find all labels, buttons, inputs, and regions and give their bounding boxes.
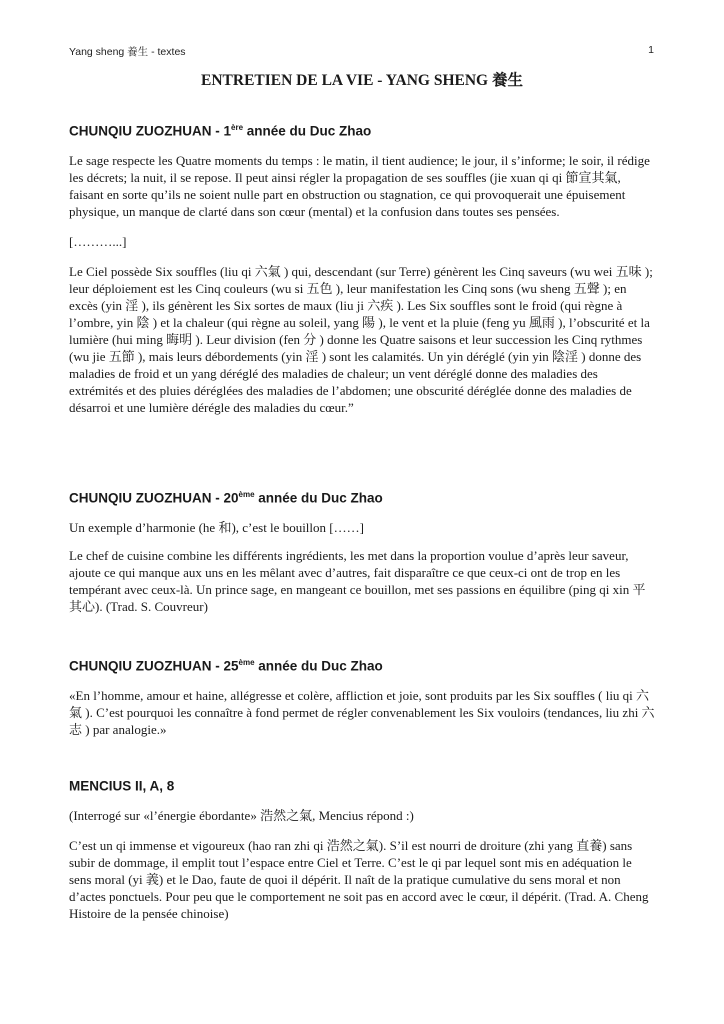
page-number: 1 xyxy=(648,44,654,56)
ellipsis-paragraph: [………...] xyxy=(69,233,127,249)
section-heading: CHUNQIU ZUOZHUAN - 25ème année du Duc Zhao xyxy=(69,658,383,674)
section-heading: CHUNQIU ZUOZHUAN - 1ère année du Duc Zhao xyxy=(69,123,372,139)
section-heading: CHUNQIU ZUOZHUAN - 20ème année du Duc Zhao xyxy=(69,490,383,506)
paragraph: «En l’homme, amour et haine, allégresse et colère, affliction et joie, sont produits par les Six souffles ( liu qi 六氣 ). C’est pourquoi les connaître à fond permet de régler convenablement les Six vouloirs (tendances, liu zhi 六志 ) par analogie.» xyxy=(69,687,655,737)
paragraph: Le chef de cuisine combine les différents ingrédients, les met dans la proportion voulue d’après leur saveur, ajoute ce qui manque aux uns en les mêlant avec d’autres, fait disparaître ce que ceux-ci ont de trop en les tempérant avec ceux-là. Un prince sage, en mangeant ce bouillon, met ses passions en équilibre (ping qi xin 平其心). (Trad. S. Couvreur) xyxy=(69,547,646,614)
running-header xyxy=(69,44,654,60)
paragraph: Le Ciel possède Six souffles (liu qi 六氣 ) qui, descendant (sur Terre) génèrent les Cinq saveurs (wu wei 五味 ); leur déploiement est les Cinq couleurs (wu si 五色 ), leur manifestation les Cinq sons (wu sheng 五聲 ); en excès (yin 淫 ), ils génèrent les Six sortes de maux (liu ji 六疾 ). Les Six souffles sont le froid (qui règne à l’ombre, yin 陰 ) et la chaleur (qui règne au soleil, yang 陽 ), le vent et la pluie (feng yu 風雨 ), l’obscurité et la lumière (hui ming 晦明 ). Leur division (fen 分 ) donne les Quatre saisons et leur succession les Cinq rythmes (wu jie 五節 ), mais leurs débordements (yin 淫 ) sont les calamités. Un yin déréglé (yin yin 陰淫 ) donne des maladies de froid et un yang déréglé des maladies de chaleur; un vent déréglé donne des maladies des extrémités et des pluies déréglées des maladies de l’abdomen; une obscurité déréglée donne des maladies de désarroi et une lumière dérégle des maladies du cœur.” xyxy=(69,263,653,415)
section-heading: MENCIUS II, A, 8 xyxy=(69,778,175,794)
paragraph: Le sage respecte les Quatre moments du temps : le matin, il tient audience; le jour, il s’informe; le soir, il rédige les décrets; la nuit, il se repose. Il peut ainsi régler la propagation de ses souffles (jie xuan qi qi 節宣其氣, faisant en sorte qu’ils ne soient nulle part en obstruction ou stagnation, ce qui provoquerait une épuisement physique, un manque de clarté dans son cœur (mental) et la confusion dans toutes ses pensées. xyxy=(69,152,650,219)
paragraph: (Interrogé sur «l’énergie ébordante» 浩然之氣, Mencius répond :) xyxy=(69,807,414,823)
paragraph: Un exemple d’harmonie (he 和), c’est le bouillon [……] xyxy=(69,519,364,535)
section-mencius xyxy=(69,778,655,922)
header-title: Yang sheng 養生 - textes xyxy=(69,46,186,58)
document-title: ENTRETIEN DE LA VIE - YANG SHENG 養生 xyxy=(201,72,523,89)
section-zuozhuan-20 xyxy=(69,490,655,615)
section-zuozhuan-25 xyxy=(69,658,655,738)
section-zuozhuan-1 xyxy=(69,123,655,416)
paragraph: C’est un qi immense et vigoureux (hao ran zhi qi 浩然之氣). S’il est nourri de droiture (zhi yang 直養) sans subir de dommage, il emplit tout l’espace entre Ciel et Terre. C’est le qi par lequel sont mis en adéquation le sens moral (yi 義) et le Dao, faute de quoi il dépérit. Il naît de la pratique cumulative du sens moral et non d’actes ponctuels. Pour peu que le comportement ne soit pas en accord avec le cœur, il dépérit. (Trad. A. Cheng Histoire de la pensée chinoise) xyxy=(69,837,649,921)
